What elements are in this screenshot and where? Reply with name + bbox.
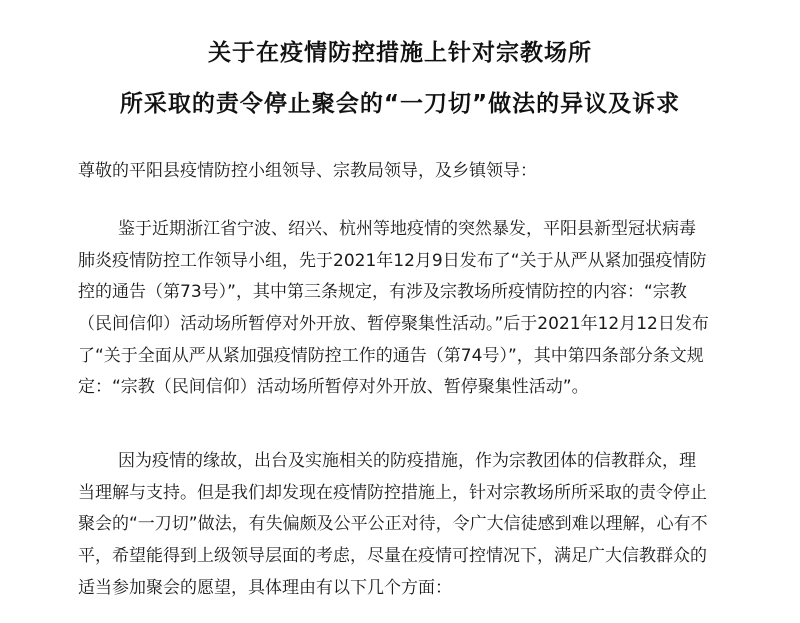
paragraph-1-line: 鉴于近期浙江省宁波、绍兴、杭州等地疫情的突然暴发，平阳县新型冠状病毒 — [118, 219, 696, 239]
paragraph-1-line: 了“关于全面从严从紧加强疫情防控工作的通告（第74号）”，其中第四条部分条文规 — [78, 345, 704, 366]
paragraph-1-line: （民间信仰）活动场所暂停对外开放、暂停聚集性活动。”后于2021年12月12日发布 — [78, 314, 709, 335]
paragraph-2-line: 适当参加聚会的愿望，具体理由有以下几个方面： — [78, 577, 452, 598]
document-title-line-1: 关于在疫情防控措施上针对宗教场所 — [208, 40, 592, 66]
paragraph-2-line: 当理解与支持。但是我们却发现在疫情防控措施上，针对宗教场所所采取的责令停止 — [78, 482, 707, 503]
document-title-line-2: 所采取的责令停止聚会的“一刀切”做法的异议及诉求 — [119, 91, 681, 117]
paragraph-1 — [78, 214, 728, 404]
salutation: 尊敬的平阳县疫情防控小组领导、宗教局领导，及乡镇领导： — [78, 161, 537, 181]
paragraph-2 — [78, 446, 728, 604]
paragraph-2-line: 因为疫情的缘故，出台及实施相关的防疫措施，作为宗教团体的信教群众，理 — [118, 451, 696, 471]
paragraph-2-line: 平，希望能得到上级领导层面的考虑，尽量在疫情可控情况下，满足广大信教群众的 — [78, 546, 707, 567]
paragraph-1-line: 控的通告（第73号）”，其中第三条规定，有涉及宗教场所疫情防控的内容：“宗教 — [78, 282, 687, 303]
paragraph-2-line: 聚会的“一刀切”做法，有失偏颇及公平公正对待，令广大信徒感到难以理解，心有不 — [78, 514, 708, 535]
paragraph-1-line: 定：“宗教（民间信仰）活动场所暂停对外开放、暂停聚集性活动”。 — [78, 377, 589, 398]
paragraph-1-line: 肺炎疫情防控工作领导小组，先于2021年12月9日发布了“关于从严从紧加强疫情防 — [78, 250, 707, 271]
